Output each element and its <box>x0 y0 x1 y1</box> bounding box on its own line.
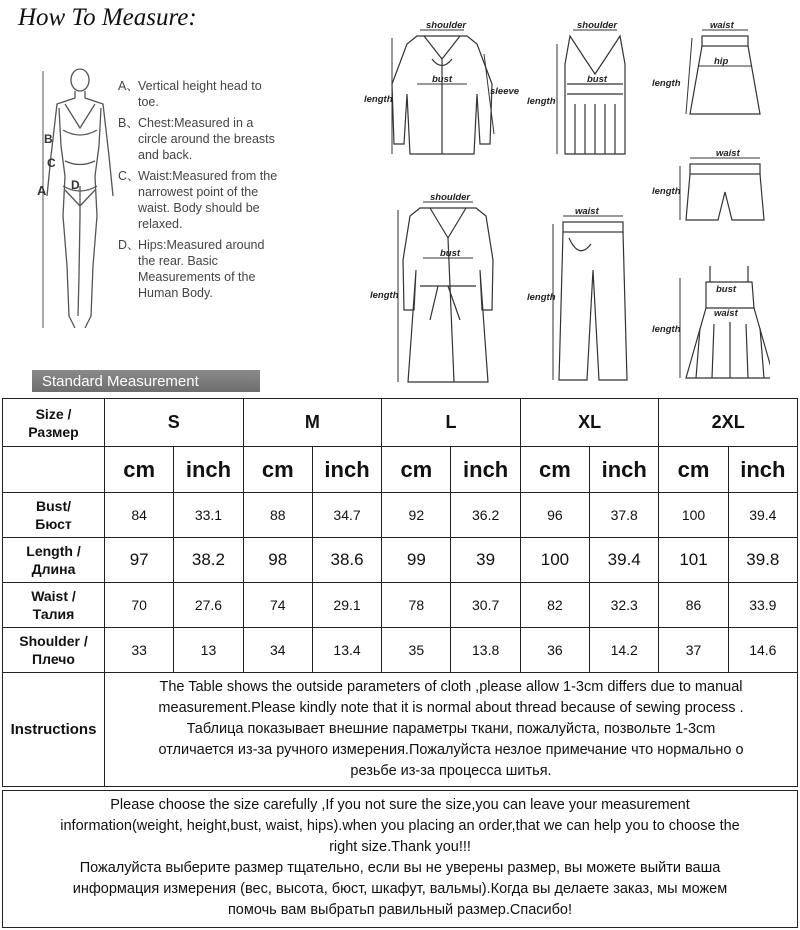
instructions-label: Instructions <box>3 673 105 787</box>
table-row-bust <box>3 493 798 538</box>
size-s: S <box>105 399 244 447</box>
value-cell: 92 <box>382 493 451 538</box>
vest-bust-label: bust <box>587 74 608 85</box>
shirt-sleeve-label: sleeve <box>490 86 520 97</box>
value-cell: 70 <box>105 583 174 628</box>
value-cell: 27.6 <box>174 583 243 628</box>
coat-length-label: length <box>370 290 399 301</box>
shorts-waist-label: waist <box>716 148 740 159</box>
shirt-sketch <box>362 14 532 174</box>
instructions-text: The Table shows the outside parameters of cloth ,please allow 1-3cm differs due to manual measurement.Please kindly note that it is normal about thread because of sewing process . Таблица показывает внешние параметры ткани, пожалуйста, позвольте 1-3cm отличается из-за ручного измерения.Пожалуйста незлое примечание что нормально о резьбе из-за процесса шитья. <box>105 673 798 787</box>
value-cell: 96 <box>520 493 589 538</box>
label-d: D <box>71 178 80 192</box>
value-cell: 100 <box>520 538 589 583</box>
shorts-sketch <box>650 142 770 227</box>
step-a: A、 Vertical height head to toe. <box>118 79 262 109</box>
shorts-length-label: length <box>652 186 681 197</box>
value-cell: 38.2 <box>174 538 243 583</box>
shirt-bust-label: bust <box>432 74 453 85</box>
coat-sketch <box>368 190 518 390</box>
unit-inch: inch <box>174 447 243 493</box>
value-cell: 82 <box>520 583 589 628</box>
value-cell: 101 <box>659 538 728 583</box>
value-cell: 86 <box>659 583 728 628</box>
label-c: C <box>47 156 56 170</box>
pants-waist-label: waist <box>575 206 599 217</box>
value-cell: 13.8 <box>451 628 520 673</box>
row-label-bust: Bust/ Бюст <box>3 493 105 538</box>
value-cell: 38.6 <box>312 538 381 583</box>
label-a: A <box>37 183 47 198</box>
size-table <box>2 398 798 787</box>
step-b: B、 Chest:Measured in a circle around the breasts and back. <box>118 116 275 162</box>
row-label-waist: Waist / Талия <box>3 583 105 628</box>
unit-inch: inch <box>451 447 520 493</box>
size-advice-note: Please choose the size carefully ,If you not sure the size,you can leave your measurement information(weight, height,bust, waist, hips).when you placing an order,that we can help you to choose the right size.Thank you!!! Пожалуйста выберите размер тщательно, если вы не уверены размер, вы можете выйти ваша информация измерения (вес, высота, бюст, шкафут, вальмы).Когда вы делаете заказ, мы можем помочь вам выбратьп равильный размер.Спасибо! <box>2 790 798 928</box>
unit-row <box>3 447 798 493</box>
value-cell: 99 <box>382 538 451 583</box>
value-cell: 39.8 <box>728 538 797 583</box>
unit-cm: cm <box>659 447 728 493</box>
step-c: C、 Waist:Measured from the narrowest point of the waist. Body should be relaxed. <box>118 169 278 231</box>
unit-cm: cm <box>382 447 451 493</box>
label-b: B <box>44 132 53 146</box>
value-cell: 33.9 <box>728 583 797 628</box>
dress-bust-label: bust <box>716 284 737 295</box>
size-l: L <box>382 399 521 447</box>
value-cell: 97 <box>105 538 174 583</box>
row-label-shoulder: Shoulder / Плечо <box>3 628 105 673</box>
value-cell: 14.2 <box>590 628 659 673</box>
value-cell: 78 <box>382 583 451 628</box>
page-title: How To Measure: <box>18 4 197 31</box>
value-cell: 100 <box>659 493 728 538</box>
unit-cm: cm <box>243 447 312 493</box>
value-cell: 34 <box>243 628 312 673</box>
value-cell: 33 <box>105 628 174 673</box>
value-cell: 37.8 <box>590 493 659 538</box>
skirt-waist-label: waist <box>710 20 734 31</box>
value-cell: 39.4 <box>590 538 659 583</box>
value-cell: 39.4 <box>728 493 797 538</box>
skirt-hip-label: hip <box>714 56 729 67</box>
value-cell: 34.7 <box>312 493 381 538</box>
size-m: M <box>243 399 382 447</box>
unit-inch: inch <box>590 447 659 493</box>
value-cell: 13 <box>174 628 243 673</box>
dress-sketch <box>650 258 770 393</box>
pants-sketch <box>525 200 645 390</box>
body-outline-icon <box>35 66 125 336</box>
skirt-sketch <box>650 14 770 124</box>
value-cell: 35 <box>382 628 451 673</box>
size-2xl: 2XL <box>659 399 798 447</box>
value-cell: 36 <box>520 628 589 673</box>
table-row-shoulder <box>3 628 798 673</box>
instructions-row <box>3 673 798 787</box>
coat-shoulder-label: shoulder <box>430 192 471 203</box>
value-cell: 30.7 <box>451 583 520 628</box>
vest-sketch <box>525 14 645 164</box>
size-header-row <box>3 399 798 447</box>
value-cell: 98 <box>243 538 312 583</box>
step-d: D、 Hips:Measured around the rear. Basic Measurements of the Human Body. <box>118 238 265 300</box>
unit-inch: inch <box>728 447 797 493</box>
body-figure <box>35 66 125 336</box>
unit-inch: inch <box>312 447 381 493</box>
shirt-shoulder-label: shoulder <box>426 20 467 31</box>
value-cell: 32.3 <box>590 583 659 628</box>
vest-shoulder-label: shoulder <box>577 20 618 31</box>
unit-cm: cm <box>105 447 174 493</box>
value-cell: 84 <box>105 493 174 538</box>
unit-empty-cell <box>3 447 105 493</box>
value-cell: 29.1 <box>312 583 381 628</box>
dress-waist-label: waist <box>714 308 738 319</box>
size-xl: XL <box>520 399 659 447</box>
row-label-length: Length / Длина <box>3 538 105 583</box>
measurement-steps <box>118 78 278 306</box>
pants-length-label: length <box>527 292 556 303</box>
standard-measurement-bar: Standard Measurement <box>32 370 260 392</box>
vest-length-label: length <box>527 96 556 107</box>
value-cell: 37 <box>659 628 728 673</box>
size-label-cell: Size / Размер <box>3 399 105 447</box>
value-cell: 36.2 <box>451 493 520 538</box>
value-cell: 13.4 <box>312 628 381 673</box>
dress-length-label: length <box>652 324 681 335</box>
value-cell: 39 <box>451 538 520 583</box>
value-cell: 14.6 <box>728 628 797 673</box>
value-cell: 74 <box>243 583 312 628</box>
skirt-length-label: length <box>652 78 681 89</box>
value-cell: 33.1 <box>174 493 243 538</box>
value-cell: 88 <box>243 493 312 538</box>
table-row-length <box>3 538 798 583</box>
table-row-waist <box>3 583 798 628</box>
unit-cm: cm <box>520 447 589 493</box>
coat-bust-label: bust <box>440 248 461 259</box>
shirt-length-label: length <box>364 94 393 105</box>
